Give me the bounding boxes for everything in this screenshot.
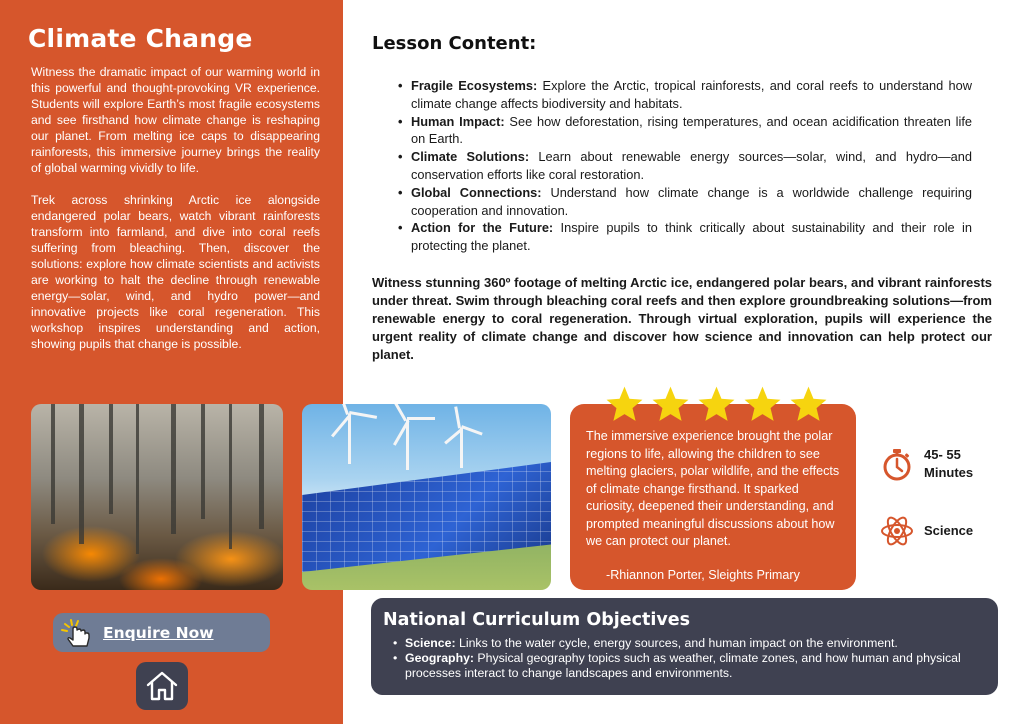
lesson-item-title: Global Connections: [411, 184, 542, 200]
home-button[interactable] [136, 662, 188, 710]
star-icon [788, 384, 829, 425]
lesson-item-text: Inspire pupils to think critically about sustainability and their role in protecting the planet. [411, 220, 972, 254]
lesson-item [396, 77, 972, 113]
rating-stars [604, 384, 829, 425]
testimonial-author: -Rhiannon Porter, Sleights Primary [606, 568, 800, 582]
duration-text [924, 446, 973, 482]
lesson-item-text: Learn about renewable energy sources—solar, wind, and hydro—and conservation efforts like coral restoration. [411, 149, 972, 182]
home-icon [145, 670, 179, 702]
lesson-list [396, 77, 972, 255]
duration-unit: Minutes [924, 465, 974, 480]
solar-wind-photo [302, 404, 551, 590]
star-icon [604, 384, 645, 425]
enquire-now-button[interactable] [53, 613, 270, 652]
lesson-heading: Lesson Content: [372, 33, 537, 54]
lesson-item-title: Human Impact: [411, 113, 505, 129]
page-title: Climate Change [28, 24, 253, 53]
lesson-summary: Witness stunning 360º footage of melting Arctic ice, endangered polar bears, and vibrant rainforests under threat. Swim through bleaching coral reefs and then explore groundbreaking solutions—from renewable energy to coral regeneration. Through virtual exploration, pupils will experience the urgent reality of climate change and discover how science and innovation can help protect our planet. [372, 275, 992, 362]
star-icon [696, 384, 737, 425]
curriculum-item-text: Links to the water cycle, energy sources, and human impact on the environment. [455, 636, 898, 650]
lesson-item [396, 184, 972, 220]
intro-text [31, 64, 320, 352]
stopwatch-icon [880, 447, 914, 481]
hand-pointer-icon [59, 618, 95, 648]
curriculum-item-text: Physical geography topics such as weather, climate zones, and how human and physical processes interact to change landscapes and environments. [405, 651, 961, 680]
curriculum-heading: National Curriculum Objectives [383, 610, 691, 630]
curriculum-list [405, 636, 989, 681]
enquire-now-label: Enquire Now [103, 623, 214, 642]
testimonial-quote: The immersive experience brought the polar regions to life, allowing the children to see melting glaciers, polar wildlife, and the effects of climate change firsthand. It sparked curiosity, deepened their understanding, and prompted meaningful discussions about how we can protect our planet. [586, 429, 840, 548]
lesson-item [396, 219, 972, 255]
subject-info [880, 514, 973, 548]
lesson-item-text: See how deforestation, rising temperatures, and ocean acidification threaten life on Earth. [411, 113, 973, 147]
curriculum-item [405, 636, 989, 651]
curriculum-item-title: Geography: [405, 651, 475, 665]
curriculum-box [371, 598, 998, 695]
lesson-item-text: Understand how climate change is a worldwide challenge requiring cooperation and innovation. [411, 184, 972, 218]
solar-panels [302, 462, 551, 572]
intro-paragraph-2: Trek across shrinking Arctic ice alongside endangered polar bears, watch vibrant rainforests transform into farmland, and dive into coral reefs suffering from bleaching. Then, discover the solutions: explore how climate scientists and activists are working to halt the decline through renewable energy—solar, wind, and hydro power—and innovative projects like coral regeneration. This workshop inspires understanding and action, showing pupils that change is possible. [31, 193, 320, 351]
forest-fire-photo [31, 404, 283, 590]
lesson-item [396, 148, 972, 184]
atom-icon [880, 514, 914, 548]
duration-range: 45- 55 [924, 447, 961, 462]
lesson-item-title: Climate Solutions: [411, 149, 530, 165]
curriculum-item [405, 651, 989, 681]
duration-info [880, 446, 973, 482]
intro-paragraph-1: Witness the dramatic impact of our warming world in this powerful and thought-provoking VR experience. Students will explore Earth’s most fragile ecosystems and see firsthand how climate change is reshaping our planet. From melting ice caps to disappearing rainforests, this immersive journey brings the reality of global warming vividly to life. [31, 65, 320, 175]
subject-text: Science [924, 523, 974, 538]
star-icon [742, 384, 783, 425]
testimonial-card [570, 404, 856, 590]
curriculum-item-title: Science: [405, 636, 456, 650]
star-icon [650, 384, 691, 425]
lesson-item-title: Fragile Ecosystems: [411, 78, 538, 93]
lesson-item-text: Explore the Arctic, tropical rainforests, and coral reefs to understand how climate change affects biodiversity and habitats. [411, 78, 972, 111]
lesson-item [396, 113, 972, 149]
lesson-item-title: Action for the Future: [411, 220, 554, 236]
